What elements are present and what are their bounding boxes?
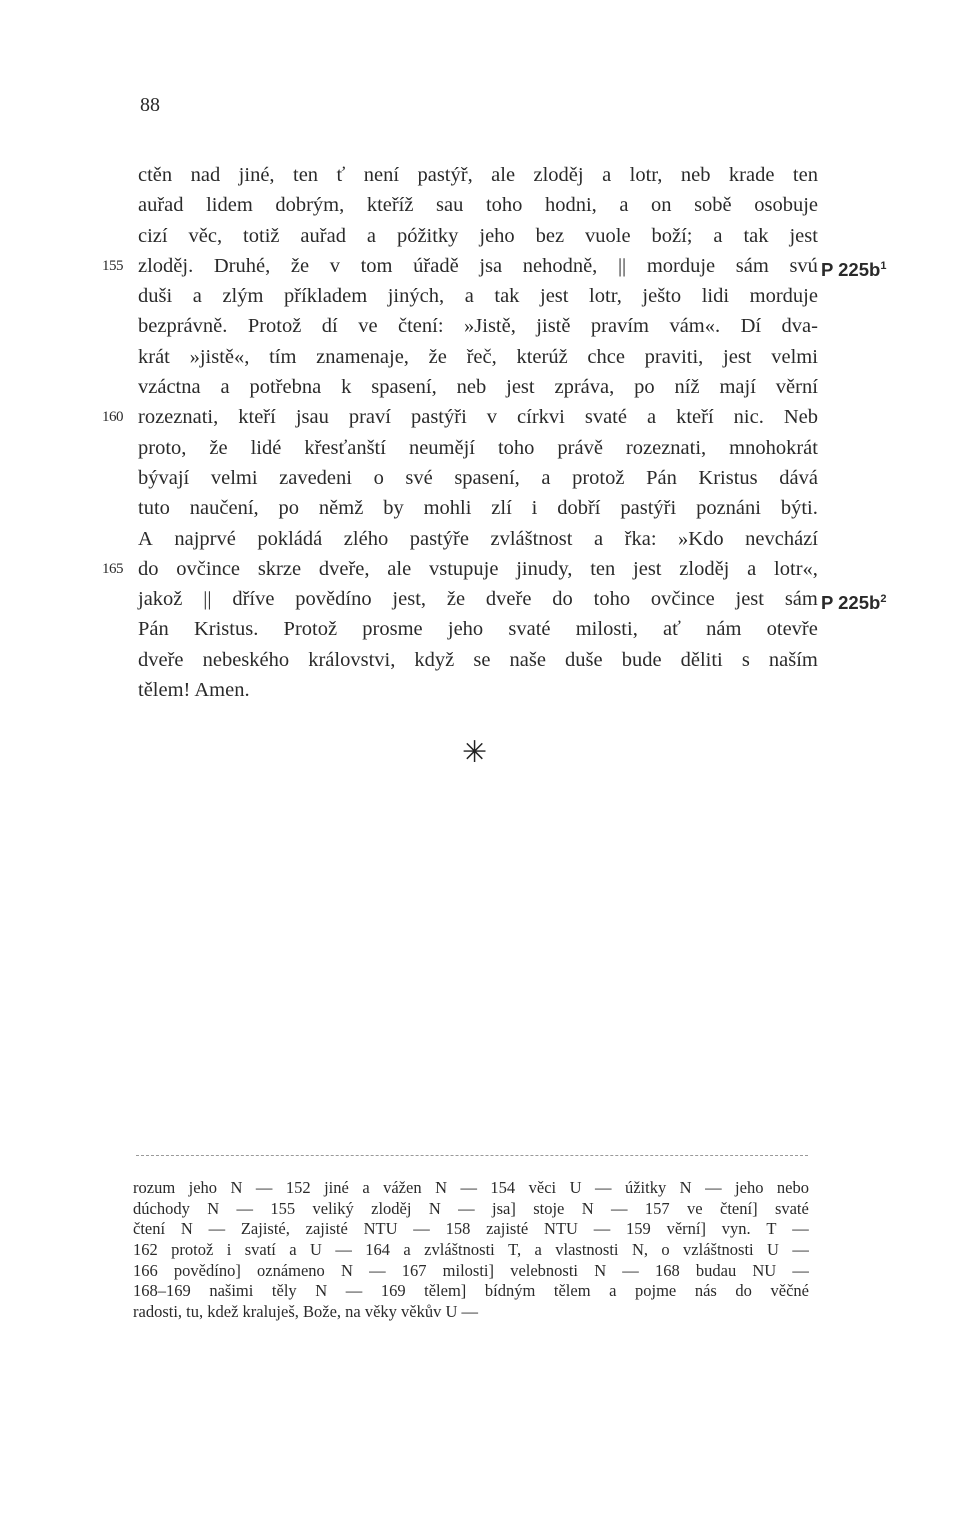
text-line: cizí věc, totiž auřad a póžitky jeho bez vuole boží; a tak jest bbox=[138, 224, 818, 247]
footnote-line: 166 povědíno] oznámeno N — 167 milosti] velebnosti N — 168 budau NU — bbox=[133, 1260, 809, 1280]
page-number: 88 bbox=[140, 94, 160, 116]
folio-reference bbox=[821, 584, 886, 618]
text-line: Pán Kristus. Protož prosme jeho svaté milosti, ať nám otevře bbox=[138, 618, 818, 641]
text-line: jakož || dříve povědíno jest, že dveře do toho ovčince jest sám P $225b^2$ bbox=[138, 584, 818, 614]
footnote-divider bbox=[136, 1155, 808, 1156]
footnote-line: dúchody N — 155 veliký zloděj N — jsa] stoje N — 157 ve čtení] svaté bbox=[133, 1198, 809, 1218]
footnote-line: 162 protož i svatí a U — 164 a zvláštnosti T, a vlastnosti N, o vzláštnosti U — bbox=[133, 1240, 809, 1260]
line-number: 160 bbox=[102, 409, 123, 426]
folio-label: P 225b bbox=[821, 258, 881, 280]
footnote-line: radosti, tu, kdež kraluješ, Bože, na věky věkův U — bbox=[133, 1302, 479, 1322]
text-line: ctěn nad jiné, ten ť není pastýř, ale zloděj a lotr, neb krade ten bbox=[138, 164, 818, 186]
main-text bbox=[102, 160, 887, 705]
section-ornament: ✳ bbox=[462, 735, 488, 770]
footnote-line: 168–169 našimi těly N — 169 tělem] bídným tělem a pojme nás do věčné bbox=[133, 1281, 809, 1301]
text-line: rozeznati, kteří jsau praví pastýři v církvi svaté a kteří nic. Neb 160 bbox=[138, 402, 818, 432]
line-number: 155 bbox=[102, 257, 123, 274]
text-line: krát »jistě«, tím znamenaje, že řeč, kterúž chce praviti, jest velmi bbox=[138, 345, 818, 368]
text-line: A najprvé pokládá zlého pastýře zvláštnost a řka: »Kdo nevchází bbox=[138, 527, 818, 550]
footnote-line: rozum jeho N — 152 jiné a vážen N — 154 věci U — úžitky N — jeho nebo bbox=[133, 1178, 809, 1197]
folio-label: P 225b bbox=[821, 592, 881, 614]
text-line: dveře nebeského královstvi, když se naše duše bude děliti s naším bbox=[138, 648, 818, 671]
text-line: zloděj. Druhé, že v tom úřadě jsa nehodně, || morduje sám svú 155 P $225b^1$ bbox=[138, 251, 818, 281]
text-line: vzáctna a potřebna k spasení, neb jest zpráva, po níž mají věrní bbox=[138, 376, 818, 399]
text-line: tělem! Amen. bbox=[138, 679, 250, 702]
line-number: 165 bbox=[102, 560, 123, 577]
folio-superscript: 1 bbox=[880, 259, 887, 272]
text-line: do ovčince skrze dveře, ale vstupuje jinudy, ten jest zloděj a lotr«, 165 bbox=[138, 554, 818, 584]
text-line: proto, že lidé křesťanští neumějí toho právě rozeznati, mnohokrát bbox=[138, 436, 818, 459]
text-line: tuto naučení, po němž by mohli zlí i dobří pastýři poznáni býti. bbox=[138, 497, 818, 520]
folio-reference bbox=[821, 251, 886, 285]
text-line: bývají velmi zavedeni o své spasení, a protož Pán Kristus dává bbox=[138, 466, 818, 489]
text-line: duši a zlým příkladem jiných, a tak jest lotr, ješto lidi morduje bbox=[138, 285, 818, 308]
text-line: auřad lidem dobrým, kteříž sau toho hodni, a on sobě osobuje bbox=[138, 194, 818, 217]
text-line: bezprávně. Protož dí ve čtení: »Jistě, jistě pravím vám«. Dí dva- bbox=[138, 315, 818, 338]
critical-apparatus bbox=[133, 1178, 809, 1323]
footnote-line: čtení N — Zajisté, zajisté NTU — 158 zajisté NTU — 159 věrní] vyn. T — bbox=[133, 1219, 809, 1239]
folio-superscript: 2 bbox=[880, 593, 887, 606]
